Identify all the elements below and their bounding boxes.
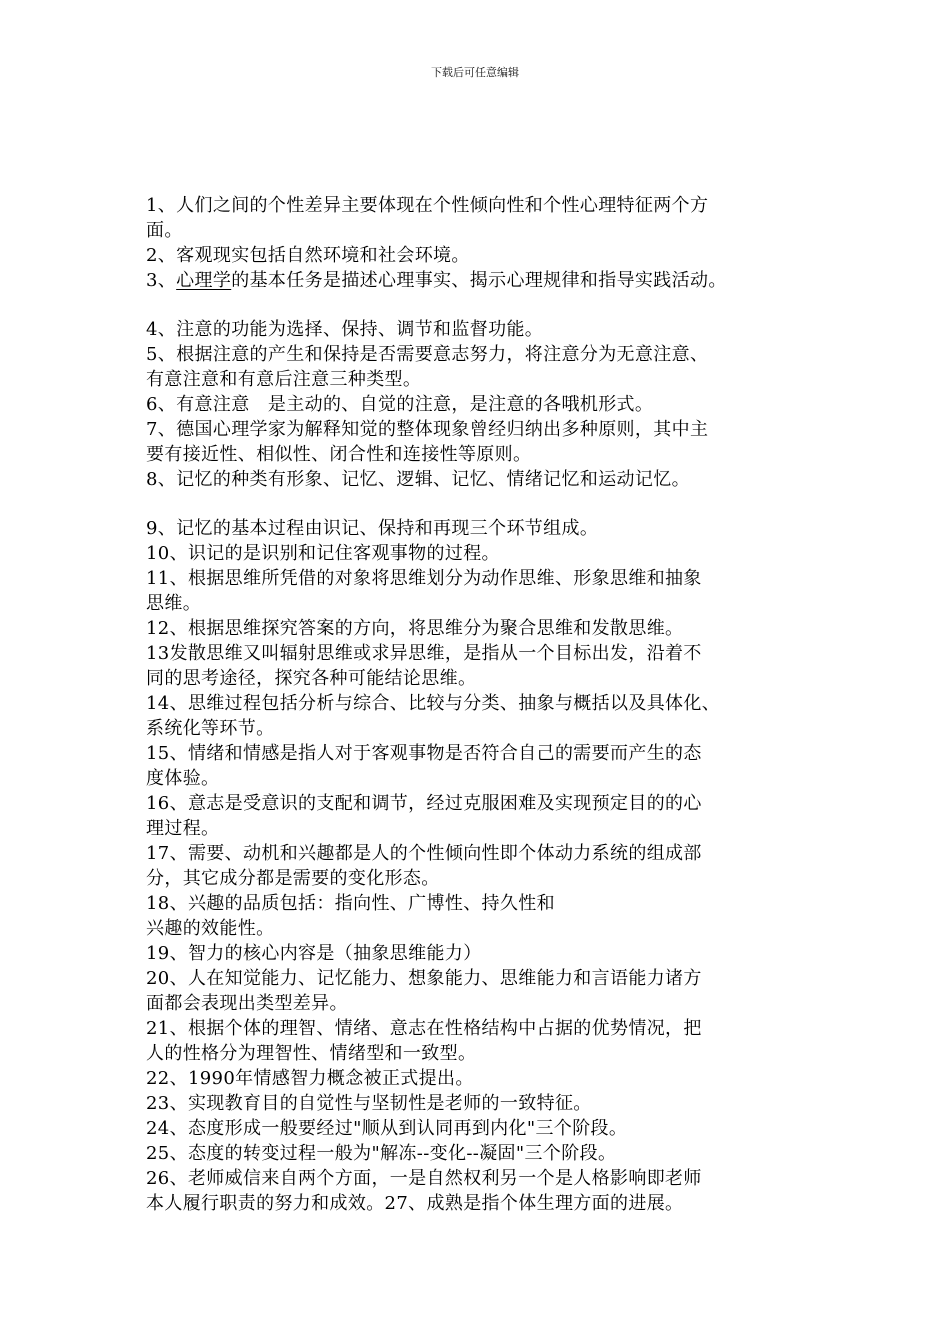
document-body bbox=[146, 193, 821, 1216]
text-line: 12、根据思维探究答案的方向，将思维分为聚合思维和发散思维。 bbox=[146, 618, 684, 639]
text-line: 14、思维过程包括分析与综合、比较与分类、抽象与概括以及具体化、 bbox=[146, 693, 721, 714]
page-header: 下载后可任意编辑 bbox=[431, 66, 519, 79]
text-line: 面都会表现出类型差异。 bbox=[146, 993, 348, 1014]
underlined-link-text[interactable]: 心理学 bbox=[176, 270, 232, 291]
text-line: 15、情绪和情感是指人对于客观事物是否符合自己的需要而产生的态 bbox=[146, 743, 702, 764]
text-line: 24、态度形成一般要经过"顺从到认同再到内化"三个阶段。 bbox=[146, 1118, 628, 1139]
text-line: 分，其它成分都是需要的变化形态。 bbox=[146, 868, 440, 889]
text-line: 19、智力的核心内容是（抽象思维能力） bbox=[146, 943, 482, 964]
paragraph-gap bbox=[146, 293, 821, 317]
text-line: 21、根据个体的理智、情绪、意志在性格结构中占据的优势情况，把 bbox=[146, 1018, 702, 1039]
text-line: 26、老师威信来自两个方面，一是自然权利另一个是人格影响即老师 bbox=[146, 1168, 702, 1189]
text-line: 10、识记的是识别和记住客观事物的过程。 bbox=[146, 543, 500, 564]
text-line: 25、态度的转变过程一般为"解冻--变化--凝固"三个阶段。 bbox=[146, 1143, 617, 1164]
text-line: 8、记忆的种类有形象、记忆、逻辑、记忆、情绪记忆和运动记忆。 bbox=[146, 469, 690, 490]
text-line: 度体验。 bbox=[146, 768, 220, 789]
text-line: 人的性格分为理智性、情绪型和一致型。 bbox=[146, 1043, 477, 1064]
item-number: 3、 bbox=[146, 270, 177, 291]
text-line: 理过程。 bbox=[146, 818, 220, 839]
text-line bbox=[146, 268, 821, 293]
text-line: 面。 bbox=[146, 220, 183, 241]
text-line: 同的思考途径，探究各种可能结论思维。 bbox=[146, 668, 477, 689]
text-line: 系统化等环节。 bbox=[146, 718, 275, 739]
text-line: 思维。 bbox=[146, 593, 202, 614]
text-line: 要有接近性、相似性、闭合性和连接性等原则。 bbox=[146, 444, 532, 465]
text-line: 17、需要、动机和兴趣都是人的个性倾向性即个体动力系统的组成部 bbox=[146, 843, 702, 864]
text-line: 23、实现教育目的自觉性与坚韧性是老师的一致特征。 bbox=[146, 1093, 592, 1114]
text-line: 1、人们之间的个性差异主要体现在个性倾向性和个性心理特征两个方 bbox=[146, 195, 709, 216]
text-line: 兴趣的效能性。 bbox=[146, 918, 275, 939]
text-line: 7、德国心理学家为解释知觉的整体现象曾经归纳出多种原则，其中主 bbox=[146, 419, 709, 440]
text-line: 5、根据注意的产生和保持是否需要意志努力，将注意分为无意注意、 bbox=[146, 344, 709, 365]
paragraph-gap bbox=[146, 492, 821, 516]
text-line: 22、1990年情感智力概念被正式提出。 bbox=[146, 1068, 474, 1089]
text-line: 6、有意注意 是主动的、自觉的注意，是注意的各哦机形式。 bbox=[146, 394, 654, 415]
text-line: 9、记忆的基本过程由识记、保持和再现三个环节组成。 bbox=[146, 518, 599, 539]
line-text: 的基本任务是描述心理事实、揭示心理规律和指导实践活动。 bbox=[231, 270, 727, 291]
text-line: 20、人在知觉能力、记忆能力、想象能力、思维能力和言语能力诸方 bbox=[146, 968, 702, 989]
text-line: 4、注意的功能为选择、保持、调节和监督功能。 bbox=[146, 319, 544, 340]
text-line: 2、客观现实包括自然环境和社会环境。 bbox=[146, 245, 470, 266]
text-line: 13发散思维又叫辐射思维或求异思维，是指从一个目标出发，沿着不 bbox=[146, 643, 702, 664]
text-line: 18、兴趣的品质包括：指向性、广博性、持久性和 bbox=[146, 893, 555, 914]
text-line: 有意注意和有意后注意三种类型。 bbox=[146, 369, 422, 390]
text-line: 本人履行职责的努力和成效。27、成熟是指个体生理方面的进展。 bbox=[146, 1193, 684, 1214]
text-line: 11、根据思维所凭借的对象将思维划分为动作思维、形象思维和抽象 bbox=[146, 568, 702, 589]
text-line: 16、意志是受意识的支配和调节，经过克服困难及实现预定目的的心 bbox=[146, 793, 702, 814]
